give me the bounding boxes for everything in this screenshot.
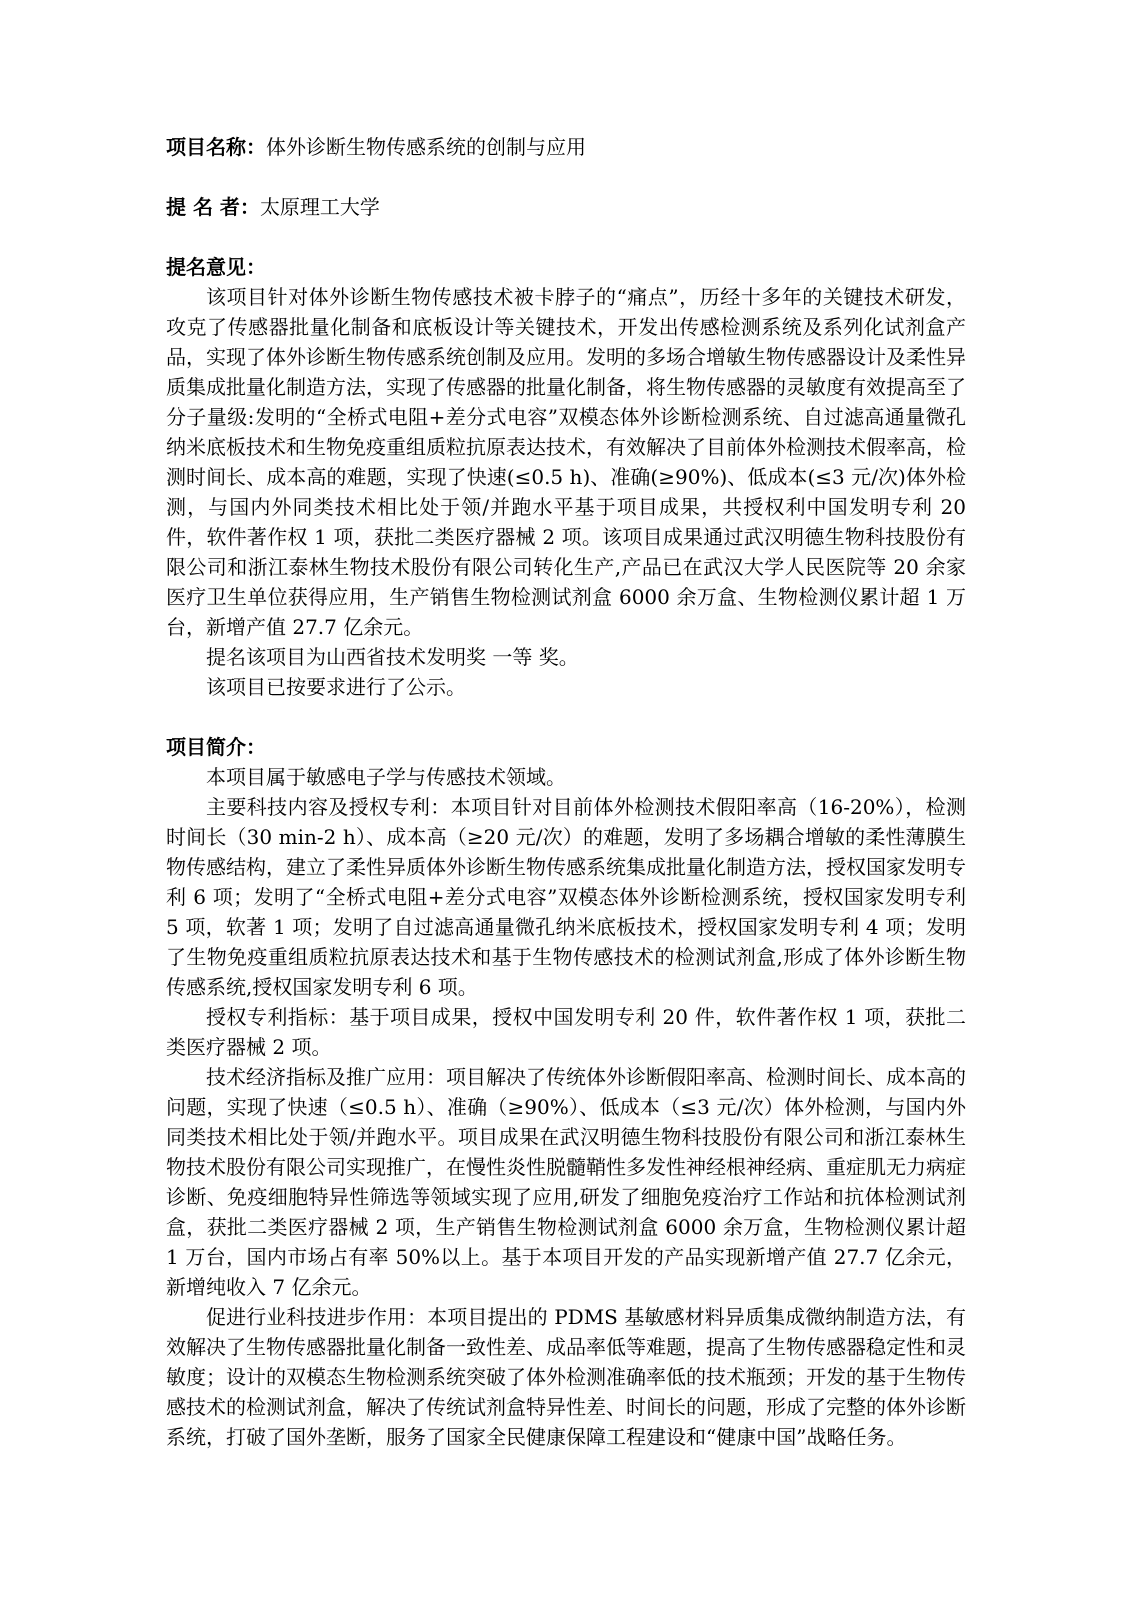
project-intro-paragraph: 本项目属于敏感电子学与传感技术领域。	[206, 765, 566, 789]
project-intro-paragraph: 技术经济指标及推广应用：项目解决了传统体外诊断假阳率高、检测时间长、成本高的问题，实现了快速（≤0.5 h）、准确（≥90%）、低成本（≤3 元/次）体外检测，与国内外同类技术相比处于领/并跑水平。项目成果在武汉明德生物科技股份有限公司和浙江泰林生物技术股份有限公司实现推广，在慢性炎性脱髓鞘性多发性神经根神经病、重症肌无力病症诊断、免疫细胞特异性筛选等领域实现了应用,研发了细胞免疫治疗工作站和抗体检测试剂盒，获批二类医疗器械 2 项，生产销售生物检测试剂盒 6000 余万盒，生物检测仪累计超 1 万台，国内市场占有率 50%以上。基于本项目开发的产品实现新增产值 27.7 亿余元，新增纯收入 7 亿余元。	[166, 1065, 966, 1299]
nomination-opinion-paragraph: 提名该项目为山西省技术发明奖 一等 奖。	[206, 645, 579, 669]
project-intro-paragraph: 主要科技内容及授权专利：本项目针对目前体外检测技术假阳率高（16-20%），检测时间长（30 min-2 h）、成本高（≥20 元/次）的难题，发明了多场耦合增敏的柔性薄膜生物传感结构，建立了柔性异质体外诊断生物传感系统集成批量化制造方法，授权国家发明专利 6 项；发明了“全桥式电阻+差分式电容”双模态体外诊断检测系统，授权国家发明专利 5 项，软著 1 项；发明了自过滤高通量微孔纳米底板技术，授权国家发明专利 4 项；发明了生物免疫重组质粒抗原表达技术和基于生物传感技术的检测试剂盒,形成了体外诊断生物传感系统,授权国家发明专利 6 项。	[166, 795, 966, 999]
project-name-value: 体外诊断生物传感系统的创制与应用	[266, 135, 586, 159]
project-intro-paragraph: 促进行业科技进步作用：本项目提出的 PDMS 基敏感材料异质集成微纳制造方法，有效解决了生物传感器批量化制备一致性差、成品率低等难题，提高了生物传感器稳定性和灵敏度；设计的双模态生物检测系统突破了体外检测准确率低的技术瓶颈；开发的基于生物传感技术的检测试剂盒，解决了传统试剂盒特异性差、时间长的问题，形成了完整的体外诊断系统，打破了国外垄断，服务了国家全民健康保障工程建设和“健康中国”战略任务。	[166, 1305, 966, 1449]
nomination-opinion-paragraph: 该项目针对体外诊断生物传感技术被卡脖子的“痛点”，历经十多年的关键技术研发，攻克了传感器批量化制备和底板设计等关键技术，开发出传感检测系统及系列化试剂盒产品，实现了体外诊断生物传感系统创制及应用。发明的多场合增敏生物传感器设计及柔性异质集成批量化制造方法，实现了传感器的批量化制备，将生物传感器的灵敏度有效提高至了分子量级:发明的“全桥式电阻+差分式电容”双模态体外诊断检测系统、自过滤高通量微孔纳米底板技术和生物免疫重组质粒抗原表达技术，有效解决了目前体外检测技术假率高，检测时间长、成本高的难题，实现了快速(≤0.5 h)、准确(≥90%)、低成本(≤3 元/次)体外检测，与国内外同类技术相比处于领/并跑水平基于项目成果，共授权利中国发明专利 20 件，软件著作权 1 项，获批二类医疗器械 2 项。该项目成果通过武汉明德生物科技股份有限公司和浙江泰林生物技术股份有限公司转化生产,产品已在武汉大学人民医院等 20 余家医疗卫生单位获得应用，生产销售生物检测试剂盒 6000 余万盒、生物检测仪累计超 1 万台，新增产值 27.7 亿余元。	[166, 285, 966, 639]
nominator-label: 提 名 者：	[166, 195, 260, 219]
nomination-opinion-heading: 提名意见：	[166, 255, 266, 279]
nominator-row	[166, 192, 966, 222]
project-name-row	[166, 132, 966, 162]
nominator-value: 太原理工大学	[259, 195, 380, 219]
project-intro-heading: 项目简介：	[166, 735, 266, 759]
document-page	[166, 132, 966, 1452]
nomination-opinion-paragraph: 该项目已按要求进行了公示。	[206, 675, 466, 699]
project-intro-paragraph: 授权专利指标：基于项目成果，授权中国发明专利 20 件，软件著作权 1 项，获批二类医疗器械 2 项。	[166, 1005, 966, 1059]
project-name-label: 项目名称：	[166, 135, 266, 159]
